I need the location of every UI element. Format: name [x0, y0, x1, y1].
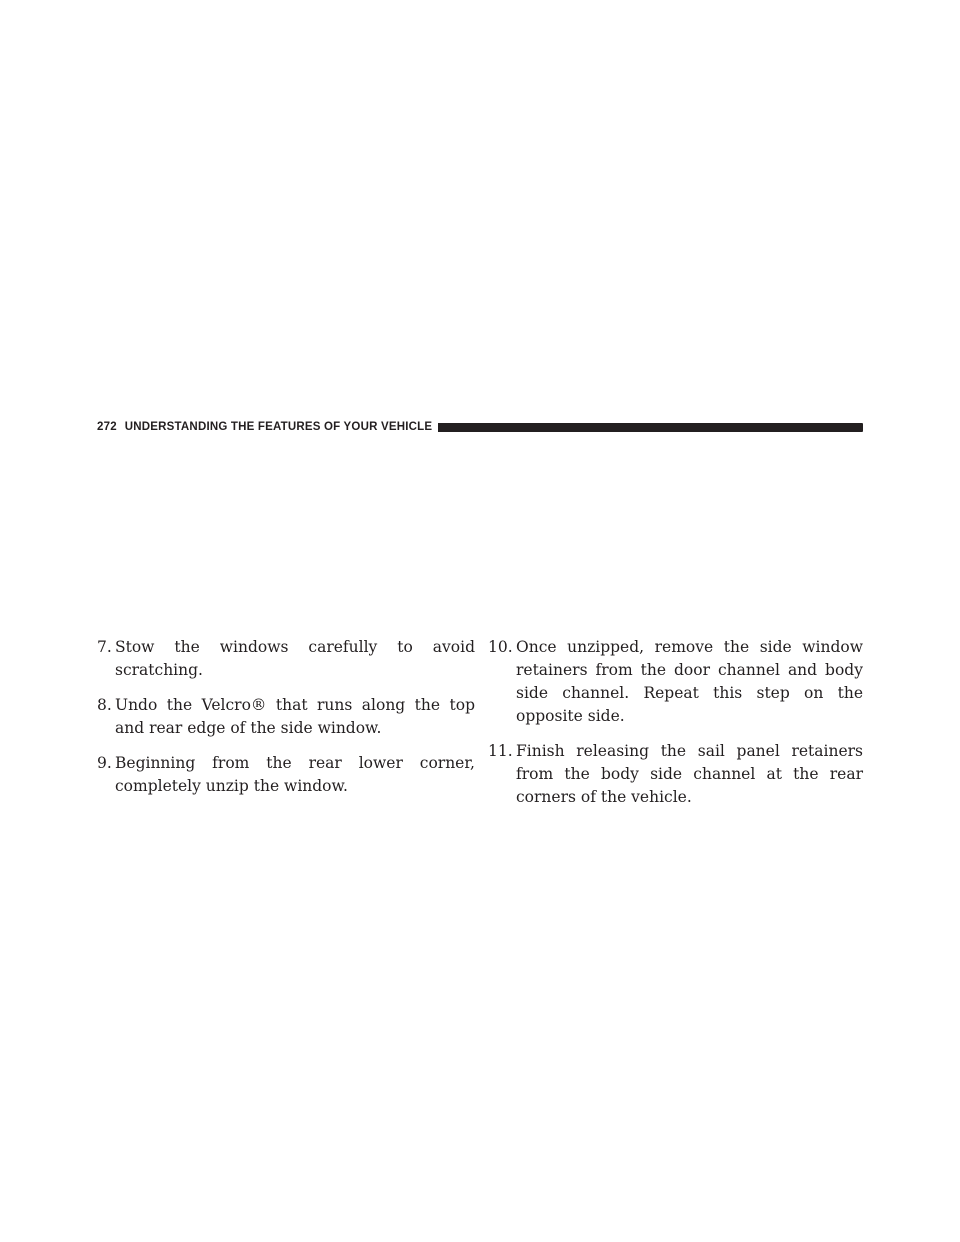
- step-text: Beginning from the rear lower corner, completely unzip the window.: [115, 754, 475, 795]
- step-text: Finish releasing the sail panel retainers from the body side channel at the rear corners of the vehicle.: [516, 742, 863, 806]
- step-text: Once unzipped, remove the side window retainers from the door channel and body side channel. Repeat this step on the opposite side.: [516, 638, 863, 725]
- step-number: 9.: [97, 754, 112, 772]
- step-number: 7.: [97, 638, 112, 656]
- step-number: 10.: [488, 638, 513, 656]
- page-header: [97, 418, 863, 436]
- left-column: [97, 636, 475, 810]
- right-column: [488, 636, 863, 821]
- step-text: Stow the windows carefully to avoid scratching.: [115, 638, 475, 679]
- step-number: 11.: [488, 742, 513, 760]
- section-title: UNDERSTANDING THE FEATURES OF YOUR VEHICLE: [124, 421, 433, 433]
- step-10: [488, 636, 863, 728]
- step-11: [488, 740, 863, 809]
- header-rule: [438, 423, 863, 432]
- step-text: Undo the Velcro® that runs along the top and rear edge of the side window.: [115, 696, 475, 737]
- step-9: [97, 752, 475, 798]
- step-number: 8.: [97, 696, 112, 714]
- step-8: [97, 694, 475, 740]
- step-7: [97, 636, 475, 682]
- page-number: 272: [97, 421, 117, 433]
